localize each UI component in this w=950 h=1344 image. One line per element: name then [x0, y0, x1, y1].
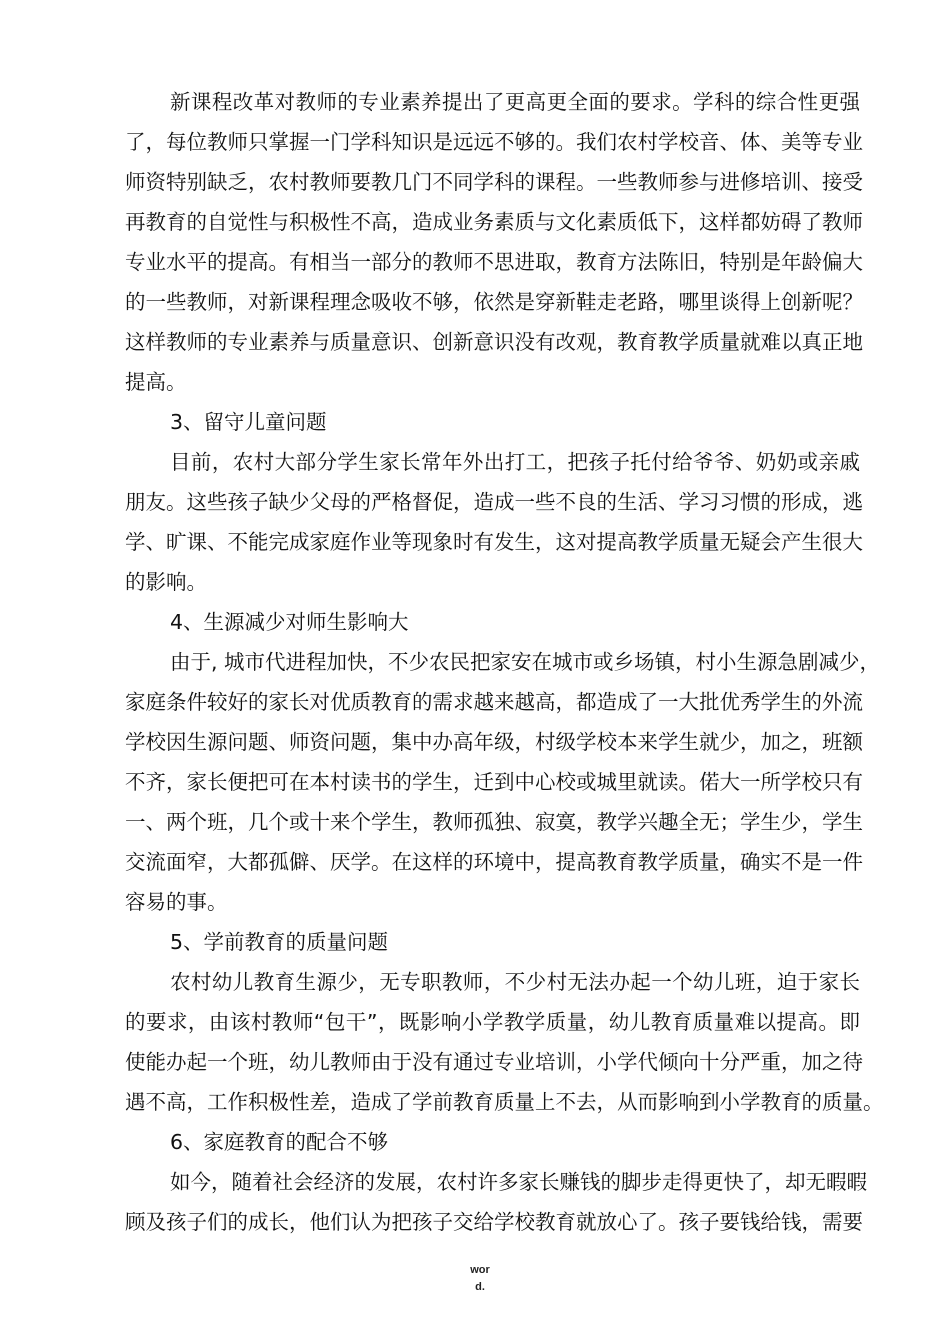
- paragraph-line: 使能办起一个班，幼儿教师由于没有通过专业培训，小学代倾向十分严重，加之待: [125, 1050, 863, 1074]
- paragraph-line: 新课程改革对教师的专业素养提出了更高更全面的要求。学科的综合性更强: [170, 90, 860, 114]
- paragraph-line: 再教育的自觉性与积极性不高，造成业务素质与文化素质低下，这样都妨碍了教师: [125, 210, 863, 234]
- paragraph-line: 朋友。这些孩子缺少父母的严格督促，造成一些不良的生活、学习习惯的形成，逃: [125, 490, 863, 514]
- paragraph-line: 师资特别缺乏，农村教师要教几门不同学科的课程。一些教师参与进修培训、接受: [125, 170, 863, 194]
- paragraph-line: 家庭条件较好的家长对优质教育的需求越来越高，都造成了一大批优秀学生的外流: [125, 690, 863, 714]
- section-heading: 4、生源减少对师生影响大: [170, 610, 409, 634]
- paragraph-line: 一、两个班，几个或十来个学生，教师孤独、寂寞，教学兴趣全无；学生少，学生: [125, 810, 863, 834]
- paragraph-line: 学校因生源问题、师资问题，集中办高年级，村级学校本来学生就少，加之，班额: [125, 730, 863, 754]
- paragraph-line: 遇不高，工作积极性差，造成了学前教育质量上不去，从而影响到小学教育的质量。: [125, 1090, 884, 1114]
- paragraph-line: 这样教师的专业素养与质量意识、创新意识没有改观，教育教学质量就难以真正地: [125, 330, 863, 354]
- paragraph-line: 了，每位教师只掌握一门学科知识是远远不够的。我们农村学校音、体、美等专业: [125, 130, 863, 154]
- section-heading: 5、学前教育的质量问题: [170, 930, 389, 954]
- paragraph-line: 不齐，家长便把可在本村读书的学生，迁到中心校或城里就读。偌大一所学校只有: [125, 770, 863, 794]
- section-heading: 6、家庭教育的配合不够: [170, 1130, 389, 1154]
- paragraph-line: 容易的事。: [125, 890, 228, 914]
- paragraph-line: 交流面窄，大都孤僻、厌学。在这样的环境中，提高教育教学质量，确实不是一件: [125, 850, 863, 874]
- paragraph-line: 的要求，由该村教师“包干”，既影响小学教学质量，幼儿教育质量难以提高。即: [125, 1010, 860, 1034]
- paragraph-line: 学、旷课、不能完成家庭作业等现象时有发生，这对提高教学质量无疑会产生很大: [125, 530, 863, 554]
- paragraph-line: 专业水平的提高。有相当一部分的教师不思进取，教育方法陈旧，特别是年龄偏大: [125, 250, 863, 274]
- footer-text-line2: d.: [475, 1281, 485, 1293]
- paragraph-line: 如今，随着社会经济的发展，农村许多家长赚钱的脚步走得更快了，却无暇暇: [170, 1170, 867, 1194]
- paragraph-line: 农村幼儿教育生源少，无专职教师，不少村无法办起一个幼儿班，迫于家长: [170, 970, 860, 994]
- paragraph-line: 提高。: [125, 370, 187, 394]
- paragraph-line: 目前，农村大部分学生家长常年外出打工，把孩子托付给爷爷、奶奶或亲戚: [170, 450, 860, 474]
- paragraph-line: 的影响。: [125, 570, 207, 594]
- section-heading: 3、留守儿童问题: [170, 410, 327, 434]
- paragraph-line: 的一些教师，对新课程理念吸收不够，依然是穿新鞋走老路，哪里谈得上创新呢？: [125, 290, 863, 314]
- paragraph-line: 顾及孩子们的成长，他们认为把孩子交给学校教育就放心了。孩子要钱给钱，需要: [125, 1210, 863, 1234]
- footer-text-line1: wor: [470, 1264, 490, 1276]
- paragraph-line: 由于, 城市代进程加快，不少农民把家安在城市或乡场镇，村小生源急剧减少，: [170, 650, 881, 674]
